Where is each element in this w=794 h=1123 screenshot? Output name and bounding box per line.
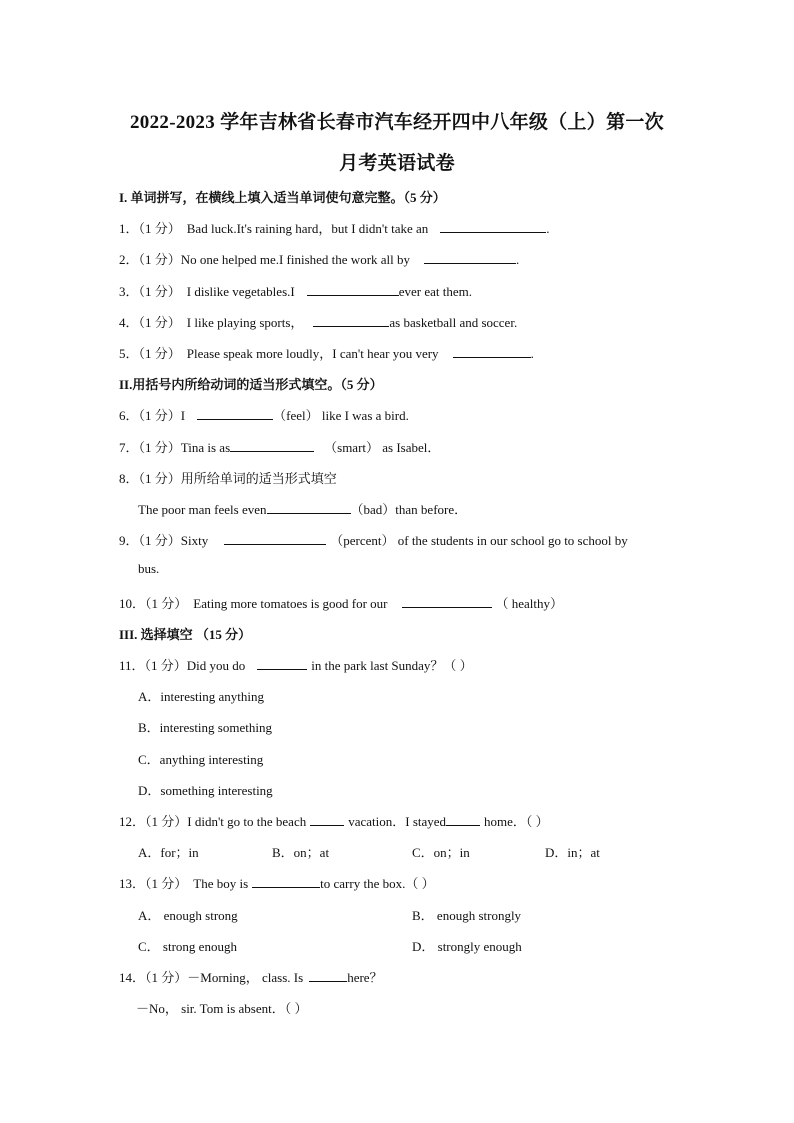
option-b[interactable]: B．interesting something [138,720,272,735]
question-6 [119,405,409,424]
question-text: Tina is as [180,440,231,455]
question-14 [119,967,383,986]
answer-blank[interactable] [424,251,516,264]
question-number: 10．（1 分） [119,596,188,611]
option-c[interactable]: C． strong enough [138,939,237,954]
question-text-end: . [516,252,520,267]
question-1 [119,218,550,237]
answer-blank[interactable] [307,283,399,296]
question-text: I [180,408,186,423]
section-1-heading: I. 单词拼写，在横线上填入适当单词使句意完整。（5 分） [119,190,446,205]
question-text: Bad luck.It's raining hard，but I didn't take an [186,221,429,236]
answer-blank[interactable] [267,501,351,514]
option-a[interactable]: A． enough strong [138,908,238,923]
question-number: 1．（1 分） [119,221,181,236]
question-number: 9．（1 分） [119,533,181,548]
question-text: 用所给单词的适当形式填空 [180,471,337,486]
question-text: Sixty [180,533,209,548]
question-14-reply: －No， sir. Tom is absent．（ ） [136,1001,308,1016]
question-text-end: to carry the box.（ ） [320,876,435,891]
question-number: 3．（1 分） [119,284,181,299]
answer-blank[interactable] [310,813,344,826]
question-11 [119,655,473,674]
answer-blank[interactable] [309,969,347,982]
question-text-end: . [546,221,550,236]
question-text: I dislike vegetables.I [186,284,295,299]
question-8 [119,468,337,487]
section-3-heading: III. 选择填空 （15 分） [119,627,252,642]
question-text-end: （ healthy） [495,596,564,611]
question-number: 4．（1 分） [119,315,181,330]
option-d[interactable]: D．in；at [545,845,600,860]
question-number: 5．（1 分） [119,346,181,361]
question-5 [119,343,534,362]
question-text: The boy is [193,876,249,891]
question-text: Eating more tomatoes is good for our [193,596,388,611]
question-text-end: （percent） of the students in our school go to school by [330,533,628,548]
question-text: The poor man feels even [138,502,267,517]
answer-blank[interactable] [197,407,273,420]
question-9-continued: bus. [138,561,160,576]
answer-blank[interactable] [252,875,320,888]
answer-blank[interactable] [224,532,326,545]
question-10 [119,593,563,612]
answer-blank[interactable] [453,345,531,358]
option-c[interactable]: C．anything interesting [138,752,264,767]
question-text: Did you do [186,658,246,673]
question-text-end: in the park last Sunday？（ ） [311,658,473,673]
question-text: －Morning， class. Is [187,970,304,985]
question-text-mid: vacation．I stayed [348,814,447,829]
question-number: 14．（1 分） [119,970,188,985]
section-2-heading: II.用括号内所给动词的适当形式填空。（5 分） [119,377,383,392]
answer-blank[interactable] [257,657,307,670]
answer-blank[interactable] [402,595,492,608]
option-a[interactable]: A．for；in [138,845,199,860]
question-number: 13．（1 分） [119,876,188,891]
question-text: Please speak more loudly，I can't hear you very [186,346,439,361]
question-7 [119,437,440,456]
option-d[interactable]: D． strongly enough [412,939,522,954]
question-4 [119,312,517,331]
page-subtitle: 月考英语试卷 [339,153,455,174]
question-text: I didn't go to the beach [187,814,307,829]
question-number: 8．（1 分） [119,471,181,486]
answer-blank[interactable] [440,220,546,233]
question-text-end: （feel） like I was a bird. [273,408,409,423]
question-13 [119,873,435,892]
page-title: 2022-2023 学年吉林省长春市汽车经开四中八年级（上）第一次 [130,112,664,133]
option-d[interactable]: D．something interesting [138,783,273,798]
question-number: 12．（1 分） [119,814,188,829]
answer-blank[interactable] [230,439,314,452]
question-text-end: as basketball and soccer. [389,315,518,330]
question-9 [119,530,628,549]
question-3 [119,281,472,300]
option-b[interactable]: B． enough strongly [412,908,522,923]
question-2 [119,249,519,268]
question-text-end: （bad）than before． [350,502,468,517]
question-text-end: （smart） as Isabel． [324,440,441,455]
question-text: No one helped me.I finished the work all by [180,252,411,267]
option-c[interactable]: C．on；in [412,845,470,860]
question-text-end: home．（ ） [484,814,549,829]
question-number: 2．（1 分） [119,252,181,267]
question-number: 6．（1 分） [119,408,181,423]
question-number: 7．（1 分） [119,440,181,455]
question-number: 11．（1 分） [119,658,187,673]
question-8-sentence [138,499,467,518]
question-text: I like playing sports， [186,315,304,330]
question-12 [119,811,549,830]
question-text-end: ever eat them. [398,284,472,299]
answer-blank[interactable] [446,813,480,826]
answer-blank[interactable] [313,314,389,327]
option-a[interactable]: A．interesting anything [138,689,265,704]
question-text-end: . [530,346,534,361]
question-text-end: here？ [347,970,383,985]
option-b[interactable]: B．on；at [272,845,330,860]
